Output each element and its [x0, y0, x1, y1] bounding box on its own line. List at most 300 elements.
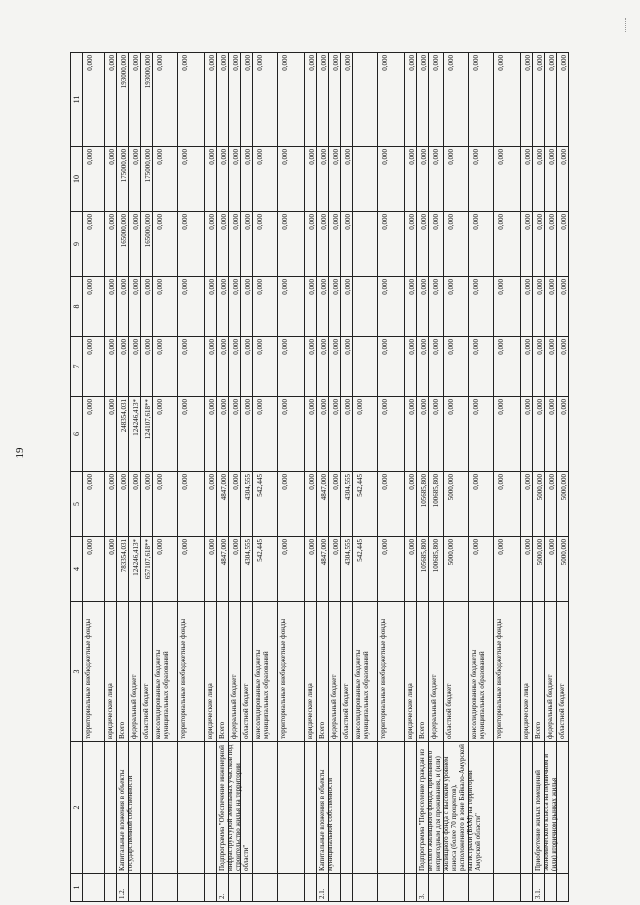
amount-cell: 0,000: [533, 277, 545, 337]
amount-cell: [353, 212, 378, 277]
amount-cell: 0,000: [141, 472, 153, 537]
amount-cell: 0,000: [494, 537, 521, 602]
amount-cell: 0,000: [444, 277, 469, 337]
amount-cell: 0,000: [253, 277, 278, 337]
amount-cell: 0,000: [241, 277, 253, 337]
amount-cell: 5000,000: [444, 472, 469, 537]
amount-cell: 0,000: [378, 337, 405, 397]
row-number-cell: [353, 874, 378, 902]
funding-source-cell: юридические лица: [305, 602, 317, 742]
amount-cell: 0,000: [429, 212, 444, 277]
amount-cell: 0,000: [557, 52, 569, 147]
amount-cell: 0,000: [83, 147, 105, 212]
amount-cell: 0,000: [405, 537, 417, 602]
program-name-cell: Подпрограмма "Переселение граждан из ветхого жилищного фонда, признанного непригодным для проживания, и (или) жилищного фонда с высоким уровнем износа (более 70 процентов), расположенного в зоне Байкало-Амурской магистрали (БАМ) на территории Амурской области": [417, 742, 429, 874]
amount-cell: [353, 277, 378, 337]
program-name-cell: [557, 742, 569, 874]
amount-cell: 0,000: [405, 212, 417, 277]
funding-source-cell: территориальные внебюджетные фонды: [178, 602, 205, 742]
row-number-cell: [521, 874, 533, 902]
amount-cell: 0,000: [317, 397, 329, 472]
column-header: 11: [71, 52, 83, 147]
amount-cell: 0,000: [83, 397, 105, 472]
row-number-cell: [241, 874, 253, 902]
amount-cell: 657107,618**: [141, 537, 153, 602]
table-header-row: [70, 52, 83, 902]
amount-cell: 4304,555: [241, 537, 253, 602]
amount-cell: 0,000: [405, 397, 417, 472]
amount-cell: 0,000: [533, 397, 545, 472]
program-name-cell: [341, 742, 353, 874]
amount-cell: 0,000: [178, 337, 205, 397]
table-row: [205, 52, 217, 902]
column-header: 4: [71, 537, 83, 602]
amount-cell: 0,000: [253, 147, 278, 212]
amount-cell: 0,000: [429, 397, 444, 472]
amount-cell: 0,000: [278, 397, 305, 472]
table-row: [305, 52, 317, 902]
column-header: 9: [71, 212, 83, 277]
amount-cell: 0,000: [278, 147, 305, 212]
amount-cell: 0,000: [305, 472, 317, 537]
amount-cell: 0,000: [545, 52, 557, 147]
amount-cell: 0,000: [494, 472, 521, 537]
row-number-cell: [141, 874, 153, 902]
amount-cell: 0,000: [341, 212, 353, 277]
amount-cell: 105685,800: [417, 537, 429, 602]
amount-cell: 0,000: [217, 337, 229, 397]
table-row: [153, 52, 178, 902]
amount-cell: 0,000: [229, 472, 241, 537]
amount-cell: 0,000: [305, 277, 317, 337]
budget-table: [70, 52, 625, 902]
amount-cell: 0,000: [153, 537, 178, 602]
row-number-cell: [278, 874, 305, 902]
amount-cell: 193000,000: [117, 52, 129, 147]
program-name-cell: [405, 742, 417, 874]
amount-cell: 0,000: [417, 397, 429, 472]
program-name-cell: [494, 742, 521, 874]
amount-cell: 0,000: [305, 212, 317, 277]
amount-cell: 0,000: [341, 277, 353, 337]
row-number-cell: [205, 874, 217, 902]
program-name-cell: Капитальные вложения в объекты муниципальной собственности: [317, 742, 329, 874]
amount-cell: 0,000: [83, 212, 105, 277]
program-name-cell: [278, 742, 305, 874]
program-name-cell: [205, 742, 217, 874]
row-number-cell: [444, 874, 469, 902]
amount-cell: 0,000: [317, 277, 329, 337]
amount-cell: 0,000: [521, 147, 533, 212]
amount-cell: 0,000: [444, 147, 469, 212]
funding-source-cell: территориальные внебюджетные фонды: [278, 602, 305, 742]
amount-cell: 0,000: [405, 147, 417, 212]
funding-source-cell: федеральный бюджет: [229, 602, 241, 742]
amount-cell: 5000,000: [557, 537, 569, 602]
table-row: [141, 52, 153, 902]
amount-cell: 165000,000: [117, 212, 129, 277]
table-row: [405, 52, 417, 902]
row-number-cell: [329, 874, 341, 902]
amount-cell: [353, 337, 378, 397]
column-header: 8: [71, 277, 83, 337]
amount-cell: 4304,555: [241, 472, 253, 537]
amount-cell: 0,000: [241, 52, 253, 147]
program-name-cell: [353, 742, 378, 874]
column-header: 6: [71, 397, 83, 472]
program-name-cell: [83, 742, 105, 874]
amount-cell: 0,000: [405, 472, 417, 537]
amount-cell: 0,000: [469, 52, 494, 147]
amount-cell: 0,000: [557, 277, 569, 337]
amount-cell: 0,000: [217, 397, 229, 472]
table-row: [278, 52, 305, 902]
row-number-cell: 3.: [417, 874, 429, 902]
amount-cell: 0,000: [469, 537, 494, 602]
funding-source-cell: юридические лица: [405, 602, 417, 742]
funding-source-cell: территориальные внебюджетные фонды: [378, 602, 405, 742]
amount-cell: 0,000: [353, 397, 378, 472]
amount-cell: 0,000: [278, 277, 305, 337]
amount-cell: 0,000: [129, 52, 141, 147]
amount-cell: 0,000: [329, 52, 341, 147]
amount-cell: 4847,000: [317, 537, 329, 602]
amount-cell: 0,000: [557, 337, 569, 397]
scan-margin-mark: [625, 18, 632, 32]
amount-cell: 0,000: [469, 397, 494, 472]
amount-cell: 0,000: [253, 212, 278, 277]
amount-cell: 0,000: [405, 277, 417, 337]
amount-cell: 0,000: [545, 397, 557, 472]
row-number-cell: [83, 874, 105, 902]
row-number-cell: [153, 874, 178, 902]
amount-cell: 5000,000: [557, 472, 569, 537]
amount-cell: 0,000: [205, 147, 217, 212]
amount-cell: 0,000: [521, 52, 533, 147]
amount-cell: 0,000: [217, 212, 229, 277]
table-row: [253, 52, 278, 902]
amount-cell: 0,000: [83, 537, 105, 602]
amount-cell: 0,000: [229, 277, 241, 337]
amount-cell: 0,000: [378, 397, 405, 472]
amount-cell: 0,000: [229, 147, 241, 212]
amount-cell: 0,000: [329, 472, 341, 537]
amount-cell: 4847,000: [217, 537, 229, 602]
amount-cell: 0,000: [533, 147, 545, 212]
amount-cell: 0,000: [444, 337, 469, 397]
amount-cell: 124107,618**: [141, 397, 153, 472]
amount-cell: 0,000: [341, 52, 353, 147]
table-row: [83, 52, 105, 902]
amount-cell: 0,000: [469, 472, 494, 537]
table-row: [178, 52, 205, 902]
amount-cell: 542,445: [353, 472, 378, 537]
budget-table-sheet: [70, 52, 625, 902]
row-number-cell: 2.1.: [317, 874, 329, 902]
amount-cell: 0,000: [378, 212, 405, 277]
program-name-cell: [141, 742, 153, 874]
amount-cell: 0,000: [178, 397, 205, 472]
amount-cell: 0,000: [278, 52, 305, 147]
table-row: [105, 52, 117, 902]
amount-cell: 0,000: [533, 52, 545, 147]
amount-cell: 105685,800: [417, 472, 429, 537]
amount-cell: 124246,413*: [129, 397, 141, 472]
row-number-cell: [129, 874, 141, 902]
amount-cell: 542,445: [253, 537, 278, 602]
amount-cell: 0,000: [278, 337, 305, 397]
amount-cell: 0,000: [83, 472, 105, 537]
amount-cell: 0,000: [545, 277, 557, 337]
amount-cell: 0,000: [405, 52, 417, 147]
amount-cell: 0,000: [305, 147, 317, 212]
amount-cell: 0,000: [341, 147, 353, 212]
amount-cell: 0,000: [417, 337, 429, 397]
amount-cell: 0,000: [153, 397, 178, 472]
amount-cell: 0,000: [229, 537, 241, 602]
row-number-cell: [178, 874, 205, 902]
amount-cell: [353, 52, 378, 147]
amount-cell: 0,000: [557, 147, 569, 212]
table-row: [353, 52, 378, 902]
amount-cell: 0,000: [317, 147, 329, 212]
table-row: [557, 52, 569, 902]
row-number-cell: [429, 874, 444, 902]
program-name-cell: Капитальные вложения в объекты государственной собственности: [117, 742, 129, 874]
amount-cell: 175000,000: [141, 147, 153, 212]
amount-cell: 4304,555: [341, 472, 353, 537]
amount-cell: 5000,000: [444, 537, 469, 602]
funding-source-cell: областной бюджет: [341, 602, 353, 742]
amount-cell: 0,000: [153, 337, 178, 397]
amount-cell: 4304,555: [341, 537, 353, 602]
amount-cell: 0,000: [494, 212, 521, 277]
table-row: [341, 52, 353, 902]
amount-cell: 0,000: [305, 52, 317, 147]
amount-cell: 0,000: [83, 277, 105, 337]
amount-cell: 0,000: [545, 147, 557, 212]
amount-cell: 0,000: [341, 337, 353, 397]
amount-cell: 0,000: [444, 52, 469, 147]
program-name-cell: [178, 742, 205, 874]
amount-cell: 0,000: [153, 277, 178, 337]
row-number-cell: [545, 874, 557, 902]
amount-cell: 0,000: [178, 472, 205, 537]
row-number-cell: 3.1.: [533, 874, 545, 902]
amount-cell: 124246,413*: [129, 537, 141, 602]
amount-cell: 0,000: [429, 147, 444, 212]
amount-cell: 0,000: [129, 472, 141, 537]
amount-cell: 0,000: [117, 277, 129, 337]
row-number-cell: [341, 874, 353, 902]
amount-cell: 193000,000: [141, 52, 153, 147]
row-number-cell: [469, 874, 494, 902]
funding-source-cell: Всего: [117, 602, 129, 742]
amount-cell: 175000,000: [117, 147, 129, 212]
funding-source-cell: федеральный бюджет: [129, 602, 141, 742]
amount-cell: 0,000: [153, 52, 178, 147]
amount-cell: 0,000: [545, 212, 557, 277]
amount-cell: 0,000: [253, 337, 278, 397]
funding-source-cell: территориальные внебюджетные фонды: [83, 602, 105, 742]
funding-source-cell: консолидированные бюджеты муниципальных образований: [469, 602, 494, 742]
amount-cell: 0,000: [129, 277, 141, 337]
row-number-cell: [305, 874, 317, 902]
funding-source-cell: федеральный бюджет: [329, 602, 341, 742]
amount-cell: 248354,031: [117, 397, 129, 472]
funding-source-cell: юридические лица: [105, 602, 117, 742]
amount-cell: 0,000: [105, 537, 117, 602]
table-row: [129, 52, 141, 902]
amount-cell: 0,000: [469, 277, 494, 337]
amount-cell: 0,000: [521, 537, 533, 602]
amount-cell: 0,000: [469, 337, 494, 397]
amount-cell: 5000,000: [533, 537, 545, 602]
amount-cell: 0,000: [317, 337, 329, 397]
table-row: [521, 52, 533, 902]
program-name-cell: [521, 742, 533, 874]
amount-cell: 0,000: [241, 337, 253, 397]
amount-cell: 0,000: [129, 337, 141, 397]
funding-source-cell: территориальные внебюджетные фонды: [494, 602, 521, 742]
page-number: 19: [14, 447, 26, 459]
amount-cell: 0,000: [378, 147, 405, 212]
amount-cell: 0,000: [305, 337, 317, 397]
amount-cell: 0,000: [329, 212, 341, 277]
funding-source-cell: юридические лица: [205, 602, 217, 742]
amount-cell: 0,000: [521, 277, 533, 337]
amount-cell: 0,000: [105, 397, 117, 472]
amount-cell: 0,000: [129, 147, 141, 212]
funding-source-cell: Всего: [217, 602, 229, 742]
amount-cell: 0,000: [494, 337, 521, 397]
amount-cell: 0,000: [305, 397, 317, 472]
amount-cell: 0,000: [378, 472, 405, 537]
amount-cell: 0,000: [217, 277, 229, 337]
amount-cell: 0,000: [444, 397, 469, 472]
amount-cell: 0,000: [533, 212, 545, 277]
row-number-cell: [229, 874, 241, 902]
amount-cell: 100685,800: [429, 537, 444, 602]
program-name-cell: [129, 742, 141, 874]
row-number-cell: [253, 874, 278, 902]
amount-cell: 783354,031: [117, 537, 129, 602]
amount-cell: 0,000: [217, 52, 229, 147]
amount-cell: 0,000: [521, 397, 533, 472]
amount-cell: 0,000: [205, 52, 217, 147]
amount-cell: 0,000: [117, 337, 129, 397]
amount-cell: 0,000: [178, 537, 205, 602]
amount-cell: 0,000: [494, 397, 521, 472]
row-number-cell: [405, 874, 417, 902]
amount-cell: 0,000: [205, 337, 217, 397]
amount-cell: 0,000: [205, 277, 217, 337]
row-number-cell: 1.2.: [117, 874, 129, 902]
funding-source-cell: Всего: [533, 602, 545, 742]
amount-cell: 0,000: [278, 537, 305, 602]
funding-source-cell: федеральный бюджет: [545, 602, 557, 742]
amount-cell: 0,000: [241, 397, 253, 472]
amount-cell: 0,000: [444, 212, 469, 277]
column-header: 10: [71, 147, 83, 212]
amount-cell: 0,000: [557, 397, 569, 472]
amount-cell: 0,000: [429, 337, 444, 397]
amount-cell: 0,000: [105, 147, 117, 212]
table-row: [241, 52, 253, 902]
funding-source-cell: Всего: [417, 602, 429, 742]
amount-cell: 0,000: [469, 147, 494, 212]
table-row: [329, 52, 341, 902]
amount-cell: 0,000: [329, 397, 341, 472]
row-number-cell: [105, 874, 117, 902]
funding-source-cell: федеральный бюджет: [429, 602, 444, 742]
row-number-cell: [557, 874, 569, 902]
program-name-cell: [329, 742, 341, 874]
amount-cell: 0,000: [429, 52, 444, 147]
column-header: 7: [71, 337, 83, 397]
amount-cell: 0,000: [557, 212, 569, 277]
amount-cell: 0,000: [521, 337, 533, 397]
amount-cell: 0,000: [494, 52, 521, 147]
amount-cell: 0,000: [378, 277, 405, 337]
program-name-cell: Приобретение жилых помещений экономического класса на первичном и (или) вторичном рынках жилья: [533, 742, 545, 874]
amount-cell: 5000,000: [533, 472, 545, 537]
amount-cell: 0,000: [117, 472, 129, 537]
funding-source-cell: консолидированные бюджеты муниципальных образований: [253, 602, 278, 742]
amount-cell: 0,000: [378, 537, 405, 602]
amount-cell: 542,445: [353, 537, 378, 602]
amount-cell: 0,000: [545, 337, 557, 397]
amount-cell: 0,000: [178, 212, 205, 277]
amount-cell: 0,000: [417, 52, 429, 147]
amount-cell: 0,000: [129, 212, 141, 277]
amount-cell: 0,000: [253, 52, 278, 147]
funding-source-cell: консолидированные бюджеты муниципальных образований: [353, 602, 378, 742]
amount-cell: 0,000: [494, 147, 521, 212]
amount-cell: 0,000: [241, 212, 253, 277]
amount-cell: 0,000: [217, 147, 229, 212]
amount-cell: 0,000: [105, 52, 117, 147]
amount-cell: 0,000: [105, 277, 117, 337]
amount-cell: 0,000: [329, 147, 341, 212]
program-name-cell: [253, 742, 278, 874]
amount-cell: 542,445: [253, 472, 278, 537]
amount-cell: 100685,800: [429, 472, 444, 537]
amount-cell: 0,000: [205, 212, 217, 277]
amount-cell: 0,000: [494, 277, 521, 337]
amount-cell: 0,000: [229, 212, 241, 277]
amount-cell: 0,000: [178, 147, 205, 212]
amount-cell: 0,000: [153, 212, 178, 277]
column-header: 5: [71, 472, 83, 537]
funding-source-cell: областной бюджет: [557, 602, 569, 742]
amount-cell: 0,000: [378, 52, 405, 147]
amount-cell: 165000,000: [141, 212, 153, 277]
amount-cell: 0,000: [83, 52, 105, 147]
amount-cell: 0,000: [329, 337, 341, 397]
program-name-cell: [378, 742, 405, 874]
column-header: 2: [71, 742, 83, 874]
amount-cell: 0,000: [178, 277, 205, 337]
amount-cell: 0,000: [178, 52, 205, 147]
amount-cell: 0,000: [153, 472, 178, 537]
funding-source-cell: областной бюджет: [241, 602, 253, 742]
amount-cell: 0,000: [545, 472, 557, 537]
program-name-cell: [305, 742, 317, 874]
column-header: 3: [71, 602, 83, 742]
amount-cell: 0,000: [105, 212, 117, 277]
program-name-cell: [153, 742, 178, 874]
